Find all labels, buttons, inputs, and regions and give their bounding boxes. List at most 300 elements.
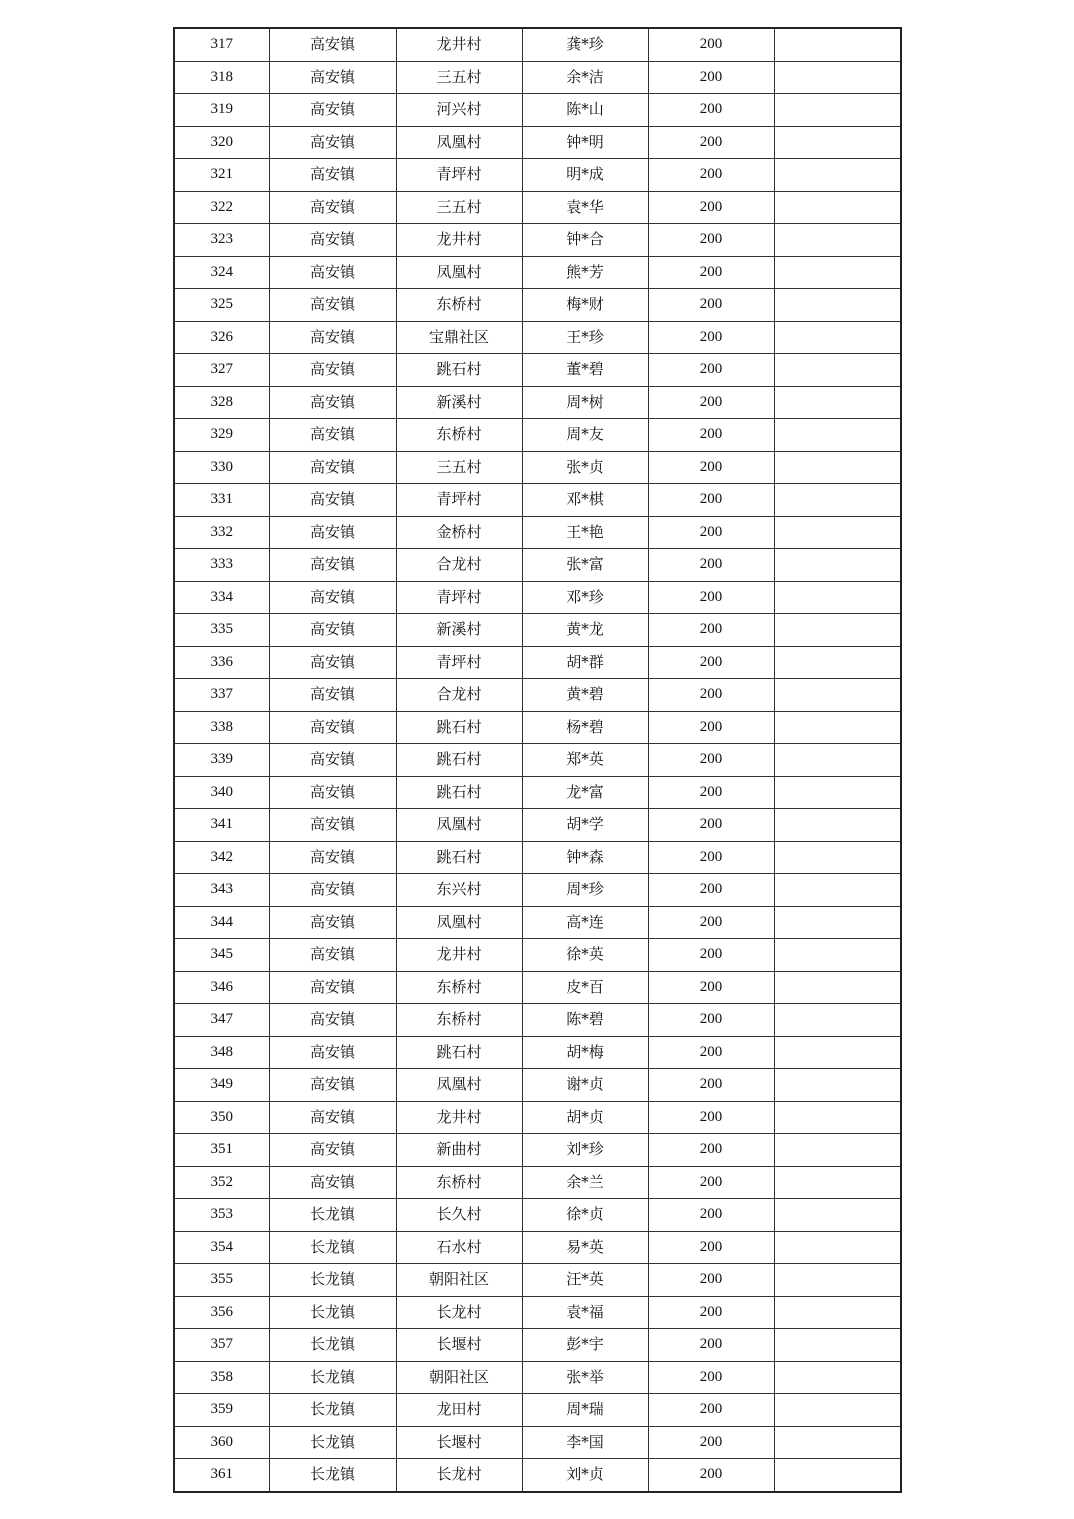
village-cell: 石水村 bbox=[396, 1231, 522, 1264]
amount-cell: 200 bbox=[648, 256, 774, 289]
name-cell: 张*富 bbox=[522, 549, 648, 582]
name-cell: 黄*龙 bbox=[522, 614, 648, 647]
table-row bbox=[174, 159, 901, 192]
table-row bbox=[174, 1264, 901, 1297]
amount-cell: 200 bbox=[648, 419, 774, 452]
name-cell: 胡*梅 bbox=[522, 1036, 648, 1069]
row-number-cell: 325 bbox=[174, 289, 269, 322]
village-cell: 青坪村 bbox=[396, 159, 522, 192]
amount-cell: 200 bbox=[648, 841, 774, 874]
remark-cell bbox=[774, 1264, 901, 1297]
row-number-cell: 340 bbox=[174, 776, 269, 809]
table-row bbox=[174, 94, 901, 127]
village-cell: 跳石村 bbox=[396, 776, 522, 809]
name-cell: 皮*百 bbox=[522, 971, 648, 1004]
name-cell: 谢*贞 bbox=[522, 1069, 648, 1102]
village-cell: 宝鼎社区 bbox=[396, 321, 522, 354]
table-row bbox=[174, 61, 901, 94]
amount-cell: 200 bbox=[648, 321, 774, 354]
remark-cell bbox=[774, 419, 901, 452]
village-cell: 跳石村 bbox=[396, 744, 522, 777]
table-row bbox=[174, 386, 901, 419]
amount-cell: 200 bbox=[648, 1459, 774, 1492]
name-cell: 龚*珍 bbox=[522, 28, 648, 61]
table-row bbox=[174, 1361, 901, 1394]
village-cell: 龙井村 bbox=[396, 28, 522, 61]
remark-cell bbox=[774, 614, 901, 647]
name-cell: 袁*华 bbox=[522, 191, 648, 224]
row-number-cell: 337 bbox=[174, 679, 269, 712]
row-number-cell: 359 bbox=[174, 1394, 269, 1427]
name-cell: 董*碧 bbox=[522, 354, 648, 387]
table-row bbox=[174, 1426, 901, 1459]
town-cell: 高安镇 bbox=[269, 744, 396, 777]
row-number-cell: 324 bbox=[174, 256, 269, 289]
amount-cell: 200 bbox=[648, 1426, 774, 1459]
village-cell: 青坪村 bbox=[396, 581, 522, 614]
row-number-cell: 317 bbox=[174, 28, 269, 61]
village-cell: 长堰村 bbox=[396, 1426, 522, 1459]
village-cell: 长龙村 bbox=[396, 1296, 522, 1329]
remark-cell bbox=[774, 484, 901, 517]
table-row bbox=[174, 1231, 901, 1264]
name-cell: 邓*珍 bbox=[522, 581, 648, 614]
row-number-cell: 343 bbox=[174, 874, 269, 907]
name-cell: 刘*珍 bbox=[522, 1134, 648, 1167]
village-cell: 东桥村 bbox=[396, 1166, 522, 1199]
table-row bbox=[174, 256, 901, 289]
name-cell: 陈*山 bbox=[522, 94, 648, 127]
row-number-cell: 320 bbox=[174, 126, 269, 159]
town-cell: 高安镇 bbox=[269, 549, 396, 582]
remark-cell bbox=[774, 386, 901, 419]
amount-cell: 200 bbox=[648, 971, 774, 1004]
name-cell: 高*连 bbox=[522, 906, 648, 939]
name-cell: 袁*福 bbox=[522, 1296, 648, 1329]
town-cell: 高安镇 bbox=[269, 614, 396, 647]
village-cell: 东桥村 bbox=[396, 1004, 522, 1037]
amount-cell: 200 bbox=[648, 939, 774, 972]
name-cell: 易*英 bbox=[522, 1231, 648, 1264]
village-cell: 龙井村 bbox=[396, 1101, 522, 1134]
amount-cell: 200 bbox=[648, 1231, 774, 1264]
table-row bbox=[174, 289, 901, 322]
name-cell: 刘*贞 bbox=[522, 1459, 648, 1492]
roster-table-body bbox=[174, 28, 901, 1492]
amount-cell: 200 bbox=[648, 386, 774, 419]
name-cell: 邓*棋 bbox=[522, 484, 648, 517]
row-number-cell: 342 bbox=[174, 841, 269, 874]
row-number-cell: 332 bbox=[174, 516, 269, 549]
amount-cell: 200 bbox=[648, 1069, 774, 1102]
remark-cell bbox=[774, 711, 901, 744]
village-cell: 长龙村 bbox=[396, 1459, 522, 1492]
row-number-cell: 348 bbox=[174, 1036, 269, 1069]
town-cell: 高安镇 bbox=[269, 1101, 396, 1134]
row-number-cell: 360 bbox=[174, 1426, 269, 1459]
amount-cell: 200 bbox=[648, 581, 774, 614]
remark-cell bbox=[774, 809, 901, 842]
name-cell: 胡*群 bbox=[522, 646, 648, 679]
row-number-cell: 328 bbox=[174, 386, 269, 419]
row-number-cell: 352 bbox=[174, 1166, 269, 1199]
town-cell: 高安镇 bbox=[269, 679, 396, 712]
row-number-cell: 318 bbox=[174, 61, 269, 94]
village-cell: 青坪村 bbox=[396, 484, 522, 517]
town-cell: 高安镇 bbox=[269, 646, 396, 679]
remark-cell bbox=[774, 126, 901, 159]
name-cell: 熊*芳 bbox=[522, 256, 648, 289]
roster-table bbox=[173, 27, 902, 1493]
remark-cell bbox=[774, 28, 901, 61]
name-cell: 钟*明 bbox=[522, 126, 648, 159]
row-number-cell: 346 bbox=[174, 971, 269, 1004]
amount-cell: 200 bbox=[648, 28, 774, 61]
amount-cell: 200 bbox=[648, 354, 774, 387]
table-row bbox=[174, 1296, 901, 1329]
remark-cell bbox=[774, 841, 901, 874]
table-row bbox=[174, 744, 901, 777]
table-row bbox=[174, 939, 901, 972]
table-row bbox=[174, 874, 901, 907]
town-cell: 长龙镇 bbox=[269, 1264, 396, 1297]
name-cell: 周*树 bbox=[522, 386, 648, 419]
name-cell: 王*珍 bbox=[522, 321, 648, 354]
table-row bbox=[174, 906, 901, 939]
table-row bbox=[174, 484, 901, 517]
village-cell: 长堰村 bbox=[396, 1329, 522, 1362]
name-cell: 陈*碧 bbox=[522, 1004, 648, 1037]
remark-cell bbox=[774, 191, 901, 224]
row-number-cell: 358 bbox=[174, 1361, 269, 1394]
remark-cell bbox=[774, 776, 901, 809]
town-cell: 长龙镇 bbox=[269, 1394, 396, 1427]
table-row bbox=[174, 1036, 901, 1069]
town-cell: 高安镇 bbox=[269, 1069, 396, 1102]
table-row bbox=[174, 646, 901, 679]
village-cell: 跳石村 bbox=[396, 711, 522, 744]
table-row bbox=[174, 1394, 901, 1427]
amount-cell: 200 bbox=[648, 191, 774, 224]
table-row bbox=[174, 1166, 901, 1199]
table-row bbox=[174, 1199, 901, 1232]
town-cell: 高安镇 bbox=[269, 484, 396, 517]
table-row bbox=[174, 581, 901, 614]
village-cell: 金桥村 bbox=[396, 516, 522, 549]
town-cell: 长龙镇 bbox=[269, 1199, 396, 1232]
row-number-cell: 339 bbox=[174, 744, 269, 777]
town-cell: 高安镇 bbox=[269, 256, 396, 289]
table-row bbox=[174, 776, 901, 809]
remark-cell bbox=[774, 256, 901, 289]
amount-cell: 200 bbox=[648, 289, 774, 322]
row-number-cell: 341 bbox=[174, 809, 269, 842]
village-cell: 龙井村 bbox=[396, 939, 522, 972]
amount-cell: 200 bbox=[648, 809, 774, 842]
name-cell: 胡*学 bbox=[522, 809, 648, 842]
town-cell: 高安镇 bbox=[269, 191, 396, 224]
remark-cell bbox=[774, 516, 901, 549]
town-cell: 高安镇 bbox=[269, 321, 396, 354]
table-row bbox=[174, 679, 901, 712]
row-number-cell: 350 bbox=[174, 1101, 269, 1134]
name-cell: 汪*英 bbox=[522, 1264, 648, 1297]
table-row bbox=[174, 354, 901, 387]
remark-cell bbox=[774, 61, 901, 94]
village-cell: 青坪村 bbox=[396, 646, 522, 679]
remark-cell bbox=[774, 1361, 901, 1394]
remark-cell bbox=[774, 289, 901, 322]
name-cell: 余*洁 bbox=[522, 61, 648, 94]
remark-cell bbox=[774, 1069, 901, 1102]
row-number-cell: 331 bbox=[174, 484, 269, 517]
row-number-cell: 355 bbox=[174, 1264, 269, 1297]
town-cell: 高安镇 bbox=[269, 28, 396, 61]
amount-cell: 200 bbox=[648, 1199, 774, 1232]
town-cell: 高安镇 bbox=[269, 516, 396, 549]
town-cell: 高安镇 bbox=[269, 61, 396, 94]
amount-cell: 200 bbox=[648, 1296, 774, 1329]
amount-cell: 200 bbox=[648, 1134, 774, 1167]
village-cell: 凤凰村 bbox=[396, 256, 522, 289]
village-cell: 新曲村 bbox=[396, 1134, 522, 1167]
table-row bbox=[174, 971, 901, 1004]
amount-cell: 200 bbox=[648, 1036, 774, 1069]
row-number-cell: 319 bbox=[174, 94, 269, 127]
remark-cell bbox=[774, 971, 901, 1004]
amount-cell: 200 bbox=[648, 1004, 774, 1037]
name-cell: 徐*贞 bbox=[522, 1199, 648, 1232]
name-cell: 周*珍 bbox=[522, 874, 648, 907]
remark-cell bbox=[774, 224, 901, 257]
remark-cell bbox=[774, 1231, 901, 1264]
table-row bbox=[174, 451, 901, 484]
amount-cell: 200 bbox=[648, 744, 774, 777]
village-cell: 跳石村 bbox=[396, 1036, 522, 1069]
town-cell: 高安镇 bbox=[269, 841, 396, 874]
village-cell: 河兴村 bbox=[396, 94, 522, 127]
town-cell: 长龙镇 bbox=[269, 1296, 396, 1329]
village-cell: 长久村 bbox=[396, 1199, 522, 1232]
town-cell: 高安镇 bbox=[269, 711, 396, 744]
table-row bbox=[174, 224, 901, 257]
table-row bbox=[174, 28, 901, 61]
town-cell: 高安镇 bbox=[269, 776, 396, 809]
village-cell: 三五村 bbox=[396, 451, 522, 484]
name-cell: 胡*贞 bbox=[522, 1101, 648, 1134]
amount-cell: 200 bbox=[648, 906, 774, 939]
table-row bbox=[174, 711, 901, 744]
town-cell: 高安镇 bbox=[269, 1004, 396, 1037]
remark-cell bbox=[774, 159, 901, 192]
remark-cell bbox=[774, 321, 901, 354]
amount-cell: 200 bbox=[648, 1101, 774, 1134]
remark-cell bbox=[774, 1036, 901, 1069]
name-cell: 龙*富 bbox=[522, 776, 648, 809]
row-number-cell: 329 bbox=[174, 419, 269, 452]
village-cell: 凤凰村 bbox=[396, 906, 522, 939]
amount-cell: 200 bbox=[648, 61, 774, 94]
amount-cell: 200 bbox=[648, 484, 774, 517]
name-cell: 张*贞 bbox=[522, 451, 648, 484]
name-cell: 余*兰 bbox=[522, 1166, 648, 1199]
amount-cell: 200 bbox=[648, 516, 774, 549]
name-cell: 梅*财 bbox=[522, 289, 648, 322]
village-cell: 凤凰村 bbox=[396, 1069, 522, 1102]
amount-cell: 200 bbox=[648, 451, 774, 484]
table-row bbox=[174, 809, 901, 842]
amount-cell: 200 bbox=[648, 1361, 774, 1394]
town-cell: 高安镇 bbox=[269, 939, 396, 972]
row-number-cell: 345 bbox=[174, 939, 269, 972]
village-cell: 东桥村 bbox=[396, 971, 522, 1004]
amount-cell: 200 bbox=[648, 159, 774, 192]
amount-cell: 200 bbox=[648, 1264, 774, 1297]
table-row bbox=[174, 191, 901, 224]
village-cell: 跳石村 bbox=[396, 841, 522, 874]
remark-cell bbox=[774, 1329, 901, 1362]
row-number-cell: 361 bbox=[174, 1459, 269, 1492]
amount-cell: 200 bbox=[648, 874, 774, 907]
name-cell: 黄*碧 bbox=[522, 679, 648, 712]
table-row bbox=[174, 126, 901, 159]
village-cell: 东桥村 bbox=[396, 289, 522, 322]
remark-cell bbox=[774, 1296, 901, 1329]
row-number-cell: 326 bbox=[174, 321, 269, 354]
remark-cell bbox=[774, 939, 901, 972]
remark-cell bbox=[774, 581, 901, 614]
town-cell: 高安镇 bbox=[269, 1134, 396, 1167]
table-row bbox=[174, 1329, 901, 1362]
row-number-cell: 347 bbox=[174, 1004, 269, 1037]
town-cell: 高安镇 bbox=[269, 906, 396, 939]
town-cell: 高安镇 bbox=[269, 386, 396, 419]
row-number-cell: 356 bbox=[174, 1296, 269, 1329]
town-cell: 高安镇 bbox=[269, 224, 396, 257]
amount-cell: 200 bbox=[648, 679, 774, 712]
row-number-cell: 321 bbox=[174, 159, 269, 192]
row-number-cell: 334 bbox=[174, 581, 269, 614]
town-cell: 高安镇 bbox=[269, 1036, 396, 1069]
table-row bbox=[174, 841, 901, 874]
amount-cell: 200 bbox=[648, 1329, 774, 1362]
name-cell: 王*艳 bbox=[522, 516, 648, 549]
row-number-cell: 322 bbox=[174, 191, 269, 224]
village-cell: 东桥村 bbox=[396, 419, 522, 452]
remark-cell bbox=[774, 1199, 901, 1232]
village-cell: 合龙村 bbox=[396, 679, 522, 712]
town-cell: 长龙镇 bbox=[269, 1329, 396, 1362]
village-cell: 跳石村 bbox=[396, 354, 522, 387]
row-number-cell: 354 bbox=[174, 1231, 269, 1264]
village-cell: 三五村 bbox=[396, 191, 522, 224]
town-cell: 高安镇 bbox=[269, 809, 396, 842]
town-cell: 高安镇 bbox=[269, 419, 396, 452]
remark-cell bbox=[774, 1101, 901, 1134]
row-number-cell: 335 bbox=[174, 614, 269, 647]
town-cell: 高安镇 bbox=[269, 874, 396, 907]
town-cell: 高安镇 bbox=[269, 289, 396, 322]
remark-cell bbox=[774, 94, 901, 127]
village-cell: 新溪村 bbox=[396, 386, 522, 419]
town-cell: 高安镇 bbox=[269, 159, 396, 192]
amount-cell: 200 bbox=[648, 776, 774, 809]
row-number-cell: 333 bbox=[174, 549, 269, 582]
town-cell: 高安镇 bbox=[269, 354, 396, 387]
village-cell: 龙田村 bbox=[396, 1394, 522, 1427]
village-cell: 东兴村 bbox=[396, 874, 522, 907]
row-number-cell: 336 bbox=[174, 646, 269, 679]
village-cell: 朝阳社区 bbox=[396, 1264, 522, 1297]
town-cell: 高安镇 bbox=[269, 971, 396, 1004]
row-number-cell: 353 bbox=[174, 1199, 269, 1232]
row-number-cell: 349 bbox=[174, 1069, 269, 1102]
remark-cell bbox=[774, 744, 901, 777]
remark-cell bbox=[774, 354, 901, 387]
town-cell: 长龙镇 bbox=[269, 1231, 396, 1264]
name-cell: 彭*宇 bbox=[522, 1329, 648, 1362]
remark-cell bbox=[774, 549, 901, 582]
remark-cell bbox=[774, 874, 901, 907]
amount-cell: 200 bbox=[648, 126, 774, 159]
amount-cell: 200 bbox=[648, 94, 774, 127]
name-cell: 杨*碧 bbox=[522, 711, 648, 744]
village-cell: 凤凰村 bbox=[396, 809, 522, 842]
row-number-cell: 344 bbox=[174, 906, 269, 939]
amount-cell: 200 bbox=[648, 1394, 774, 1427]
village-cell: 新溪村 bbox=[396, 614, 522, 647]
town-cell: 长龙镇 bbox=[269, 1459, 396, 1492]
amount-cell: 200 bbox=[648, 614, 774, 647]
town-cell: 长龙镇 bbox=[269, 1361, 396, 1394]
row-number-cell: 330 bbox=[174, 451, 269, 484]
village-cell: 朝阳社区 bbox=[396, 1361, 522, 1394]
remark-cell bbox=[774, 906, 901, 939]
village-cell: 三五村 bbox=[396, 61, 522, 94]
table-row bbox=[174, 516, 901, 549]
remark-cell bbox=[774, 679, 901, 712]
table-row bbox=[174, 321, 901, 354]
table-row bbox=[174, 614, 901, 647]
remark-cell bbox=[774, 1166, 901, 1199]
name-cell: 郑*英 bbox=[522, 744, 648, 777]
table-row bbox=[174, 1004, 901, 1037]
name-cell: 周*友 bbox=[522, 419, 648, 452]
town-cell: 高安镇 bbox=[269, 581, 396, 614]
village-cell: 凤凰村 bbox=[396, 126, 522, 159]
amount-cell: 200 bbox=[648, 646, 774, 679]
remark-cell bbox=[774, 1394, 901, 1427]
amount-cell: 200 bbox=[648, 549, 774, 582]
name-cell: 钟*森 bbox=[522, 841, 648, 874]
town-cell: 高安镇 bbox=[269, 126, 396, 159]
amount-cell: 200 bbox=[648, 711, 774, 744]
name-cell: 周*瑞 bbox=[522, 1394, 648, 1427]
remark-cell bbox=[774, 646, 901, 679]
village-cell: 合龙村 bbox=[396, 549, 522, 582]
row-number-cell: 323 bbox=[174, 224, 269, 257]
town-cell: 高安镇 bbox=[269, 94, 396, 127]
table-row bbox=[174, 1101, 901, 1134]
name-cell: 张*举 bbox=[522, 1361, 648, 1394]
amount-cell: 200 bbox=[648, 1166, 774, 1199]
name-cell: 徐*英 bbox=[522, 939, 648, 972]
amount-cell: 200 bbox=[648, 224, 774, 257]
row-number-cell: 327 bbox=[174, 354, 269, 387]
row-number-cell: 351 bbox=[174, 1134, 269, 1167]
remark-cell bbox=[774, 1459, 901, 1492]
name-cell: 李*国 bbox=[522, 1426, 648, 1459]
